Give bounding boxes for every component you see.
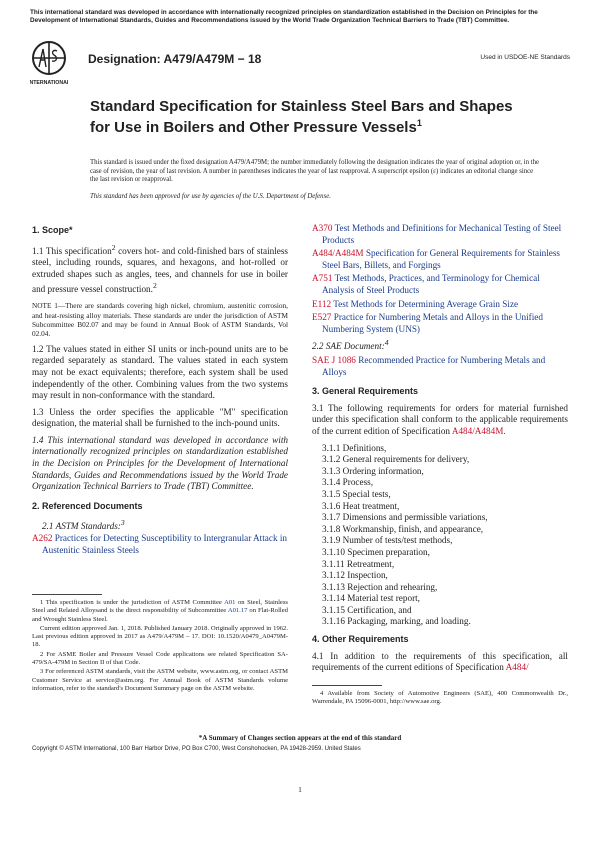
list-item: 3.1.10 Specimen preparation,	[322, 546, 430, 557]
para-1-4: 1.4 This international standard was developed in accordance with internationally recognized principles on standardization established in the Decision on Principles for the Development of International Standards, Guides and Recommendations issued by the World Trade Organization Technical Barriers to Trade (TBT) Committee.	[32, 434, 288, 492]
list-item: 3.1.8 Workmanship, finish, and appearance,	[322, 523, 484, 534]
title-text: Standard Specification for Stainless Steel Bars and Shapes for Use in Boilers and Other Pressure Vessels	[90, 98, 513, 136]
page-title	[90, 98, 530, 136]
sae-document-label: 2.2 SAE Document:$^4$	[312, 338, 389, 352]
footnote-3: 3 For referenced ASTM standards, visit the ASTM website, www.astm.org, or contact ASTM Customer Service at service@astm.org. For Annual Book of ASTM Standards volume information, refer to the standard's Document Summary page on the ASTM website.	[32, 668, 288, 692]
ref-a484: A484/A484M Specification for General Requirements for Stainless Steel Bars, Billets, and Forgings	[312, 248, 561, 270]
dod-approval: This standard has been approved for use by agencies of the U.S. Department of Defense.	[90, 193, 331, 200]
para-1-3: 1.3 Unless the order specifies the applicable "M" specification designation, the material shall be furnished to the inch-pound units.	[32, 406, 288, 429]
fn-ref-3[interactable]: 3	[120, 518, 125, 528]
list-item: 3.1.16 Packaging, marking, and loading.	[322, 616, 471, 627]
list-item: 3.1.15 Certification, and	[322, 604, 412, 615]
list-item: 3.1.9 Number of tests/test methods,	[322, 535, 453, 546]
footnote-1: 1 This specification is under the jurisdiction of ASTM Committee A01 on Steel, Stainless Steel and Related Alloysand is the direct responsibility of Subcommittee A01.17 on Flat-Rolled and Wrought Stainless Steel.	[32, 599, 288, 623]
ref-a262-link[interactable]: A262	[32, 533, 53, 544]
ref-sae-j1086: SAE J 1086 Recommended Practice for Numbering Metals and Alloys	[312, 355, 546, 377]
list-item: 3.1.3 Ordering information,	[322, 465, 424, 476]
other-heading: 4. Other Requirements	[312, 634, 409, 645]
general-heading: 3. General Requirements	[312, 386, 419, 397]
referenced-heading: 2. Referenced Documents	[32, 500, 143, 511]
preamble: This standard is issued under the fixed designation A479/A479M; the number immediately following the designation indicates the year of original adoption or, in the case of revision, the year of last revision. A number in parentheses indicates the year of last reapproval. A superscript epsilon (ε) indicates an editorial change since the last revision or reapproval.	[90, 159, 539, 184]
list-item: 3.1.11 Retreatment,	[322, 558, 395, 569]
ref-e527: E527 Practice for Numbering Metals and Alloys in the Unified Numbering System (UNS)	[312, 312, 543, 334]
copyright: Copyright © ASTM International, 100 Barr Harbor Drive, PO Box C700, West Conshohocken, PA 19428-2959. United States	[32, 746, 361, 752]
logo-text: INTERNATIONAL	[30, 80, 68, 86]
footnote-divider	[32, 594, 102, 595]
a01-link[interactable]: A01	[224, 599, 236, 606]
list-item: 3.1.12 Inspection,	[322, 570, 388, 581]
a484-link-2[interactable]: A484/	[505, 662, 529, 673]
designation: Designation: A479/A479M − 18	[88, 52, 262, 66]
para-4-1: 4.1 In addition to the requirements of this specification, all requirements of the current editions of Specification A484/	[312, 650, 568, 673]
footnote-2: 2 For ASME Boiler and Pressure Vessel Code applications see related Specification SA-479/SA-479M in Section II of that Code.	[32, 650, 288, 667]
note-1: NOTE 1—There are standards covering high nickel, chromium, austenitic corrosion, and heat-resisting alloy materials. These standards are under the jurisdiction of ASTM Subcommittee B02.07 and may be found in Annual Book of ASTM Standards, Vol 02.04.	[32, 301, 288, 339]
footnote-4: 4 Available from Society of Automotive Engineers (SAE), 400 Commonwealth Dr., Warrendale, PA 15096-0001, http://www.sae.org.	[312, 690, 568, 706]
page-number: 1	[298, 785, 302, 794]
ref-a262: A262 Practices for Detecting Susceptibility to Intergranular Attack in Austenitic Stainless Steels	[32, 533, 287, 555]
astm-standards-label: 2.1 ASTM Standards:$^3$	[42, 518, 125, 532]
list-item: 3.1.14 Material test report,	[322, 593, 420, 604]
summary-of-changes-note: *A Summary of Changes section appears at the end of this standard	[198, 734, 402, 742]
a484-link[interactable]: A484/A484M.	[451, 425, 506, 436]
list-item: 3.1.6 Heat treatment,	[322, 500, 400, 511]
footnotes-left	[32, 594, 288, 694]
wto-notice: This international standard was developed in accordance with internationally recognized principles on standardization established in the Decision on Principles for the Development of International Standards, Guides and Recommendations issued by the World Trade Organization Technical Barriers to Trade (TBT) Committee.	[30, 9, 538, 25]
scope-heading: 1. Scope*	[32, 225, 73, 235]
para-1-1: 1.1 This specification$^2$ covers hot- and cold-finished bars of stainless steel, including rounds, squares, and hexagons, and hot-rolled or extruded shapes such as angles, tees, and channels for use in boiler and pressure vessel construction.$^2$	[32, 242, 288, 295]
list-item: 3.1.5 Special tests,	[322, 488, 391, 499]
used-in-label: Used in USDOE-NE Standards	[480, 54, 570, 61]
fn-ref-2[interactable]: 2	[111, 242, 116, 252]
ref-e112: E112 Test Methods for Determining Average Grain Size	[312, 298, 519, 309]
list-item: 3.1.13 Rejection and rehearing,	[322, 581, 438, 592]
list-item: 3.1.1 Definitions,	[322, 442, 387, 453]
general-requirements-list	[312, 443, 568, 629]
astm-logo	[30, 40, 68, 86]
para-1-2: 1.2 The values stated in either SI units or inch-pound units are to be regarded separately as standard. The values stated in each system may not be exact equivalents; therefore, each system shall be used independently of the other. Combining values from the two systems may result in non-conformance with the standard.	[32, 343, 288, 401]
footnote-divider-right	[312, 685, 382, 686]
footnote-1-edition: Current edition approved Jan. 1, 2018. Published January 2018. Originally approved in 1962. Last previous edition approved in 2017 as A479/A479M – 17. DOI: 10.1520/A0479_A0479M-18.	[32, 624, 288, 649]
right-column	[312, 223, 568, 679]
para-3-1: 3.1 The following requirements for orders for material furnished under this specification shall conform to the applicable requirements of the current edition of Specification A484/A484M.	[312, 402, 568, 436]
left-column	[32, 225, 288, 558]
fn-ref-2b[interactable]: 2	[152, 281, 157, 291]
footnotes-right	[312, 685, 568, 708]
astm-logo-icon	[30, 40, 68, 86]
a01-17-link[interactable]: A01.17	[227, 607, 248, 615]
fn-ref-4[interactable]: 4	[384, 338, 389, 348]
list-item: 3.1.2 General requirements for delivery,	[322, 454, 470, 465]
title-footnote-ref[interactable]: 1	[416, 118, 422, 128]
ref-a370: A370 Test Methods and Definitions for Mechanical Testing of Steel Products	[312, 223, 562, 245]
list-item: 3.1.7 Dimensions and permissible variations,	[322, 512, 488, 523]
list-item: 3.1.4 Process,	[322, 477, 374, 488]
ref-a751: A751 Test Methods, Practices, and Terminology for Chemical Analysis of Steel Products	[312, 273, 540, 295]
